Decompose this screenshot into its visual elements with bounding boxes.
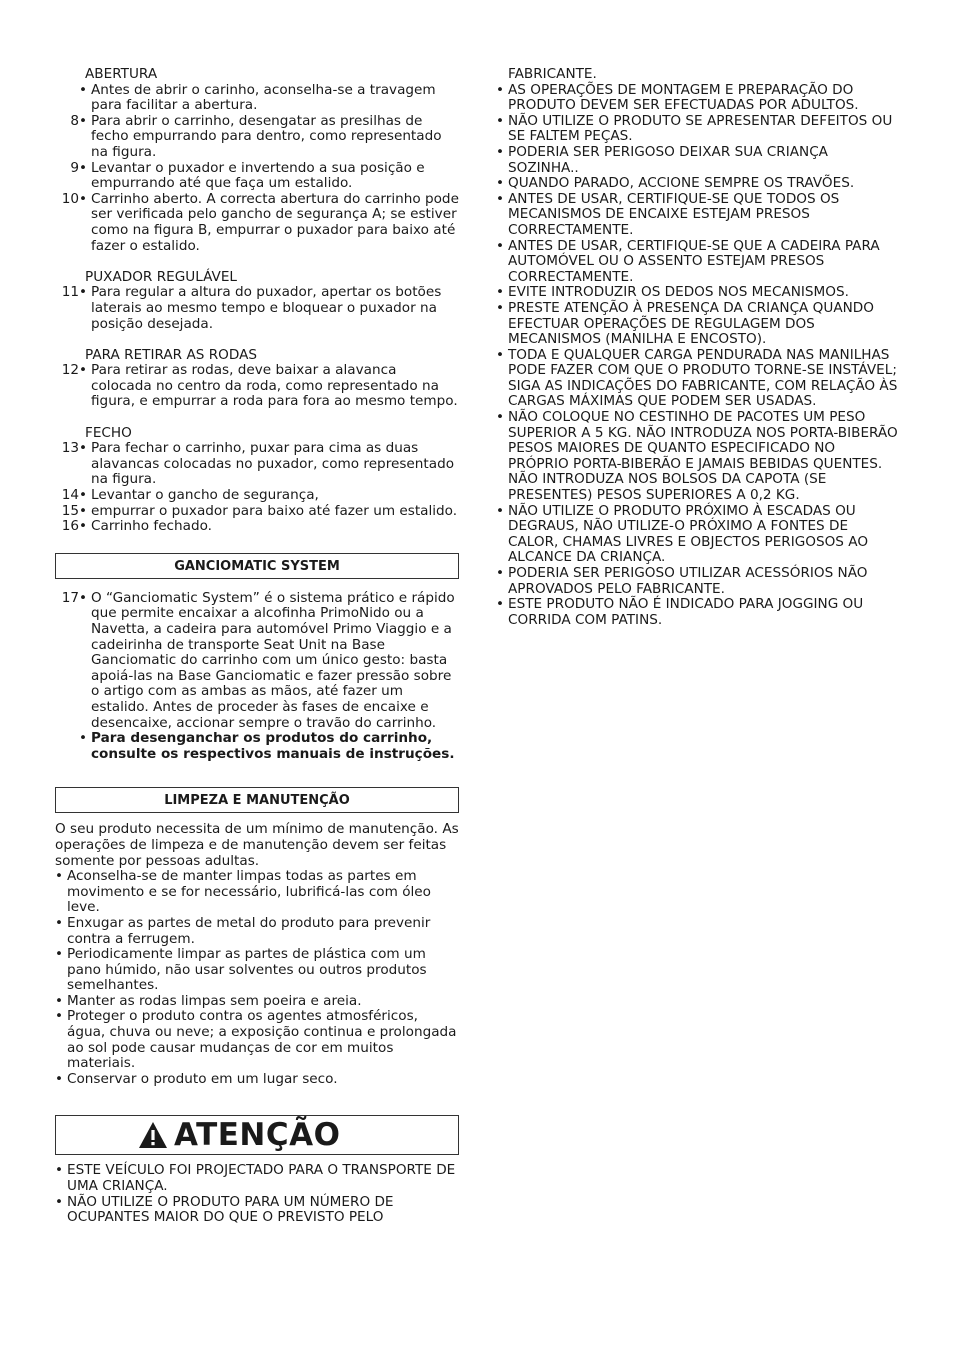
item-text: Enxugar as partes de metal do produto para prevenir contra a ferrugem.: [67, 914, 431, 947]
safety-list: [496, 83, 900, 629]
item-text: Aconselha-se de manter limpas todas as partes em movimento e se for necessário, lubrificá-las com óleo leve.: [67, 868, 431, 916]
bullet-icon: •: [79, 362, 88, 379]
list-item: [496, 410, 900, 504]
warning-banner: [55, 1115, 459, 1155]
bullet-icon: •: [79, 518, 88, 535]
bullet-icon: •: [496, 112, 505, 129]
list-item: [55, 114, 459, 161]
list-item: [496, 83, 900, 114]
list-item: [496, 348, 900, 410]
bullet-icon: •: [55, 946, 64, 963]
item-number: [55, 83, 79, 114]
item-number: 15: [61, 502, 79, 519]
list-item: [496, 176, 900, 192]
list-item: [55, 192, 459, 254]
cleaning-section-title: LIMPEZA E MANUTENÇÃO: [55, 787, 459, 813]
item-text: Manter as rodas limpas sem poeira e areia.: [67, 992, 362, 1009]
item-text: Para fechar o carrinho, puxar para cima as duas alavancas colocadas no puxador, como representado na figura.: [91, 440, 455, 488]
item-text: PODERIA SER PERIGOSO DEIXAR SUA CRIANÇA SOZINHA..: [508, 143, 828, 176]
item-number: 11: [61, 284, 79, 301]
list-item: [55, 1163, 459, 1194]
item-number: 8: [70, 112, 79, 129]
bullet-icon: •: [79, 502, 88, 519]
bullet-icon: •: [496, 502, 505, 519]
list-item: [55, 519, 459, 535]
ganciomatic-section-title: GANCIOMATIC SYSTEM: [55, 553, 459, 579]
bullet-icon: •: [79, 112, 88, 129]
closing-heading: FECHO: [85, 424, 132, 441]
list-item: [55, 591, 459, 731]
wheels-heading: PARA RETIRAR AS RODAS: [85, 346, 257, 363]
bullet-icon: •: [79, 730, 88, 747]
item-number: 12: [61, 362, 79, 379]
warning-title: ATENÇÃO: [174, 1117, 341, 1154]
item-text: Periodicamente limpar as partes de plástica com um pano húmido, não usar solventes ou outros produtos semelhantes.: [67, 946, 427, 994]
bullet-icon: •: [55, 992, 64, 1009]
list-item: [496, 192, 900, 239]
bullet-icon: •: [496, 190, 505, 207]
list-item: [496, 566, 900, 597]
item-number: 10: [61, 190, 79, 207]
item-text: ESTE VEÍCULO FOI PROJECTADO PARA O TRANSPORTE DE UMA CRIANÇA.: [67, 1162, 456, 1195]
list-item: [55, 994, 459, 1010]
item-text: QUANDO PARADO, ACCIONE SEMPRE OS TRAVÕES.: [508, 175, 855, 192]
bullet-icon: •: [496, 565, 505, 581]
bullet-icon: •: [496, 175, 505, 192]
item-text: Conservar o produto em um lugar seco.: [67, 1070, 338, 1087]
handle-list: [55, 285, 459, 332]
bullet-icon: •: [79, 284, 88, 301]
list-item: [55, 947, 459, 994]
bullet-icon: •: [55, 1008, 64, 1025]
item-text: PRESTE ATENÇÃO À PRESENÇA DA CRIANÇA QUANDO EFECTUAR OPERAÇÕES DE REGULAGEM DOS MECANISMOS (MANILHA E ENCOSTO).: [508, 299, 874, 348]
opening-heading: ABERTURA: [85, 66, 158, 82]
opening-list: [55, 83, 459, 255]
list-item: [55, 488, 459, 504]
item-text: ANTES DE USAR, CERTIFIQUE-SE QUE A CADEIRA PARA AUTOMÓVEL OU O ASSENTO ESTEJAM PRESOS CORRECTAMENTE.: [508, 237, 880, 285]
item-text: Carrinho fechado.: [91, 518, 213, 535]
item-text: NÃO UTILIZE O PRODUTO SE APRESENTAR DEFEITOS OU SE FALTEM PEÇAS.: [508, 112, 893, 145]
bullet-icon: •: [496, 143, 505, 160]
list-item: [55, 161, 459, 192]
bullet-icon: •: [496, 284, 505, 301]
item-text: empurrar o puxador para baixo até fazer um estalido.: [91, 502, 458, 519]
item-text: Carrinho aberto. A correcta abertura do carrinho pode ser verificada pelo gancho de segurança A; se estiver como na figura B, empurrar o puxador para baixo até fazer o estalido.: [91, 190, 459, 254]
list-item: [496, 504, 900, 566]
bullet-icon: •: [79, 589, 88, 606]
list-item: [55, 83, 459, 114]
item-number: 9: [70, 159, 79, 176]
list-item: [55, 504, 459, 520]
item-number: 16: [61, 518, 79, 535]
list-item: [496, 285, 900, 301]
list-item: [496, 597, 900, 628]
item-text: EVITE INTRODUZIR OS DEDOS NOS MECANISMOS.: [508, 284, 849, 301]
cleaning-intro: O seu produto necessita de um mínimo de manutenção. As operações de limpeza e de manutenção devem ser feitas somente por pessoas adultas.: [55, 821, 459, 869]
bullet-icon: •: [55, 1070, 64, 1087]
list-item: [55, 869, 459, 916]
item-text: TODA E QUALQUER CARGA PENDURADA NAS MANILHAS PODE FAZER COM QUE O PRODUTO TORNE-SE INSTÁVEL; SIGA AS INDICAÇÕES DO FABRICANTE, COM RELAÇÃO ÀS CARGAS MÁXIMAS QUE PODEM SER USADAS.: [508, 346, 898, 410]
handle-heading: PUXADOR REGULÁVEL: [85, 268, 237, 285]
item-text: O “Ganciomatic System” é o sistema prático e rápido que permite encaixar a alcofinha PrimoNido ou a Navetta, a cadeira para automóvel Primo Viaggio e a cadeirinha de transporte Seat Unit na Base Ganciomatic do carrinho com um único gesto: basta apoiá-las na Base Ganciomatic e fazer pressão sobre o artigo com as ambas as mãos, até fazer um estalido. Antes de proceder às fases de encaixe e desencaixe, accionar sempre o travão do carrinho.: [91, 589, 455, 731]
bullet-icon: •: [496, 409, 505, 426]
bullet-icon: •: [55, 1193, 64, 1210]
list-item: [55, 731, 459, 762]
bullet-icon: •: [79, 190, 88, 207]
item-text: ANTES DE USAR, CERTIFIQUE-SE QUE TODOS OS MECANISMOS DE ENCAIXE ESTEJAM PRESOS CORRECTAMENTE.: [508, 190, 840, 238]
item-number: 17: [61, 589, 79, 606]
bullet-icon: •: [55, 914, 64, 931]
bullet-icon: •: [79, 487, 88, 504]
wheels-list: [55, 363, 459, 410]
bullet-icon: •: [496, 346, 505, 363]
closing-list: [55, 441, 459, 535]
bullet-icon: •: [55, 1162, 64, 1179]
right-column: [496, 67, 900, 628]
item-text: Levantar o puxador e invertendo a sua posição e empurrando até que faça um estalido.: [91, 159, 425, 192]
list-item: [496, 239, 900, 286]
item-text: AS OPERAÇÕES DE MONTAGEM E PREPARAÇÃO DO PRODUTO DEVEM SER EFECTUADAS POR ADULTOS.: [508, 81, 859, 114]
list-item: [55, 916, 459, 947]
bullet-icon: •: [79, 440, 88, 457]
bold-note: Para desenganchar os produtos do carrinho, consulte os respectivos manuais de instruções.: [91, 730, 455, 762]
bullet-icon: •: [496, 81, 505, 98]
item-text: NÃO UTILIZE O PRODUTO PARA UM NÚMERO DE OCUPANTES MAIOR DO QUE O PREVISTO PELO: [67, 1193, 394, 1226]
list-item: [496, 114, 900, 145]
bullet-icon: •: [496, 237, 505, 254]
list-item: [55, 441, 459, 488]
bullet-icon: •: [79, 81, 88, 98]
continuation-text: FABRICANTE.: [508, 66, 597, 82]
warning-list: [55, 1163, 459, 1225]
bullet-icon: •: [55, 868, 64, 885]
list-item: [55, 363, 459, 410]
bullet-icon: •: [79, 159, 88, 176]
cleaning-list: [55, 869, 459, 1087]
item-text: Para retirar as rodas, deve baixar a alavanca colocada no centro da roda, como representado na figura, e empurrar a roda para fora ao mesmo tempo.: [91, 362, 458, 410]
item-number: 13: [61, 440, 79, 457]
item-text: ESTE PRODUTO NÃO É INDICADO PARA JOGGING OU CORRIDA COM PATINS.: [508, 596, 864, 628]
item-text: NÃO UTILIZE O PRODUTO PRÓXIMO À ESCADAS OU DEGRAUS, NÃO UTILIZE-O PRÓXIMO A FONTES DE CALOR, CHAMAS LIVRES E OBJECTOS PERIGOSOS AO ALCANCE DA CRIANÇA.: [508, 502, 869, 566]
list-item: [55, 1072, 459, 1088]
list-item: [496, 67, 900, 83]
item-text: NÃO COLOQUE NO CESTINHO DE PACOTES UM PESO SUPERIOR A 5 KG. NÃO INTRODUZA NOS PORTA-BIBERÃO PESOS MAIORES DE QUANTO ESPECIFICADO NO PRÓPRIO PORTA-BIBERÃO E JAMAIS BEBIDAS QUENTES. NÃO INTRODUZA NOS BOLSOS DA CAPOTA (SE PRESENTES) PESOS SUPERIORES A 0,2 KG.: [508, 409, 898, 504]
list-item: [55, 1009, 459, 1071]
warning-triangle-icon: [138, 1121, 168, 1149]
list-item: [496, 145, 900, 176]
left-column: [55, 67, 459, 1226]
item-text: Para abrir o carrinho, desengatar as presilhas de fecho empurrando para dentro, como representado na figura.: [91, 112, 442, 160]
item-text: Antes de abrir o carinho, aconselha-se a travagem para facilitar a abertura.: [91, 81, 436, 114]
item-text: PODERIA SER PERIGOSO UTILIZAR ACESSÓRIOS NÃO APROVADOS PELO FABRICANTE.: [508, 565, 868, 597]
item-text: Proteger o produto contra os agentes atmosféricos, água, chuva ou neve; a exposição continua e prolongada ao sol pode causar mudanças de cor em muitos materiais.: [67, 1008, 457, 1072]
list-item: [496, 301, 900, 348]
item-text: Para regular a altura do puxador, apertar os botões laterais ao mesmo tempo e bloquear o puxador na posição desejada.: [91, 284, 442, 332]
bullet-icon: •: [496, 596, 505, 613]
list-item: [55, 1195, 459, 1226]
item-number: 14: [61, 487, 79, 504]
item-text: Levantar o gancho de segurança,: [91, 487, 319, 504]
bullet-icon: •: [496, 299, 505, 316]
list-item: [55, 285, 459, 332]
